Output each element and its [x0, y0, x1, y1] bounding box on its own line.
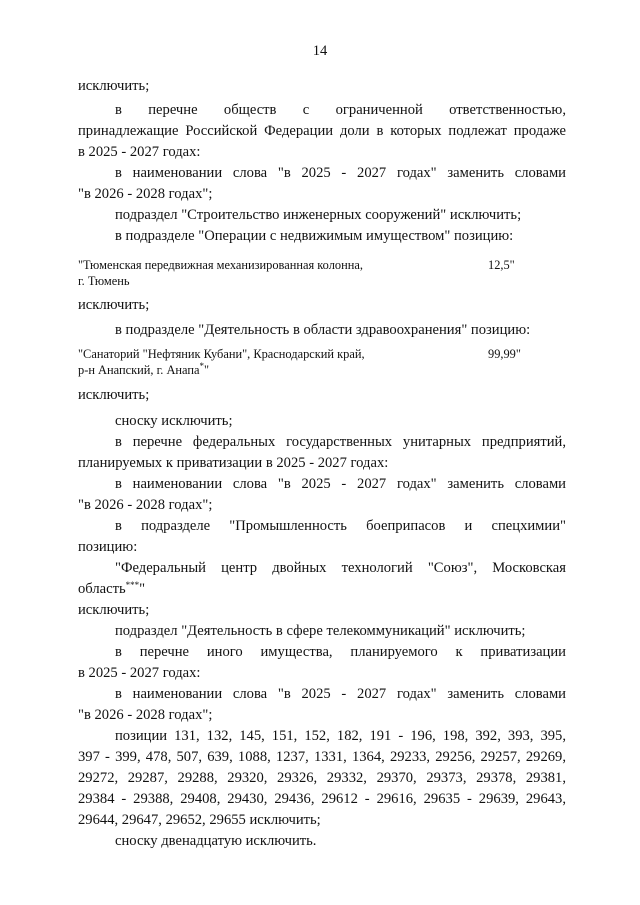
text-line: в наименовании слова "в 2025 - 2027 годах" заменить словами [115, 476, 566, 492]
text-line: позиции 131, 132, 145, 151, 152, 182, 191 - 196, 198, 392, 393, 395, [115, 728, 566, 744]
text-line: исключить; [78, 602, 150, 618]
text-line: сноску двенадцатую исключить. [115, 833, 317, 849]
text-line: исключить; [78, 387, 150, 403]
table-row-label: "Тюменская передвижная механизированная колонна, [78, 258, 363, 272]
text-line: сноску исключить; [115, 413, 233, 429]
text-line: планируемых к приватизации в 2025 - 2027 годах: [78, 455, 389, 471]
table-row-label: г. Тюмень [78, 274, 130, 288]
table-row-label: р-н Анапский, г. Анапа*" [78, 361, 210, 377]
text-line: в подразделе "Операции с недвижимым имуществом" позицию: [115, 228, 514, 244]
text-line: в подразделе "Деятельность в области здравоохранения" позицию: [115, 322, 531, 338]
text-line: "Федеральный центр двойных технологий "Союз", Московская [115, 560, 566, 576]
text-line: "в 2026 - 2028 годах"; [78, 186, 213, 202]
page-number: 14 [312, 43, 328, 59]
text-line: в перечне обществ с ограниченной ответственностью, [115, 102, 566, 118]
text-line: принадлежащие Российской Федерации доли в которых подлежат продаже [78, 123, 566, 139]
table-row-label: "Санаторий "Нефтяник Кубани", Краснодарский край, [78, 347, 365, 361]
text-line: в перечне иного имущества, планируемого к приватизации [115, 644, 566, 660]
text-line: в наименовании слова "в 2025 - 2027 годах" заменить словами [115, 686, 566, 702]
table-row-value: 99,99" [488, 347, 521, 361]
text-line: в перечне федеральных государственных унитарных предприятий, [115, 434, 566, 450]
text-line: позицию: [78, 539, 138, 555]
footnote-marker: *** [125, 580, 140, 590]
table-row-value: 12,5" [488, 258, 515, 272]
text-line: 29384 - 29388, 29408, 29430, 29436, 29612 - 29616, 29635 - 29639, 29643, [78, 791, 566, 807]
text-line: исключить; [78, 297, 150, 313]
text-line: "в 2026 - 2028 годах"; [78, 497, 213, 513]
text-line: 397 - 399, 478, 507, 639, 1088, 1237, 1331, 1364, 29233, 29256, 29257, 29269, [78, 749, 566, 765]
text-line: в 2025 - 2027 годах: [78, 665, 201, 681]
text-line: в подразделе "Промышленность боеприпасов и спецхимии" [115, 518, 566, 534]
text-line: подраздел "Деятельность в сфере телекоммуникаций" исключить; [115, 623, 526, 639]
text-line: в наименовании слова "в 2025 - 2027 годах" заменить словами [115, 165, 566, 181]
text-line: исключить; [78, 78, 150, 94]
footnote-marker: * [199, 361, 204, 371]
text-line: подраздел "Строительство инженерных сооружений" исключить; [115, 207, 522, 223]
text-line: в 2025 - 2027 годах: [78, 144, 201, 160]
text-line: 29644, 29647, 29652, 29655 исключить; [78, 812, 321, 828]
text-line: "в 2026 - 2028 годах"; [78, 707, 213, 723]
text-line: область***" [78, 580, 146, 597]
text-line: 29272, 29287, 29288, 29320, 29326, 29332, 29370, 29373, 29378, 29381, [78, 770, 566, 786]
